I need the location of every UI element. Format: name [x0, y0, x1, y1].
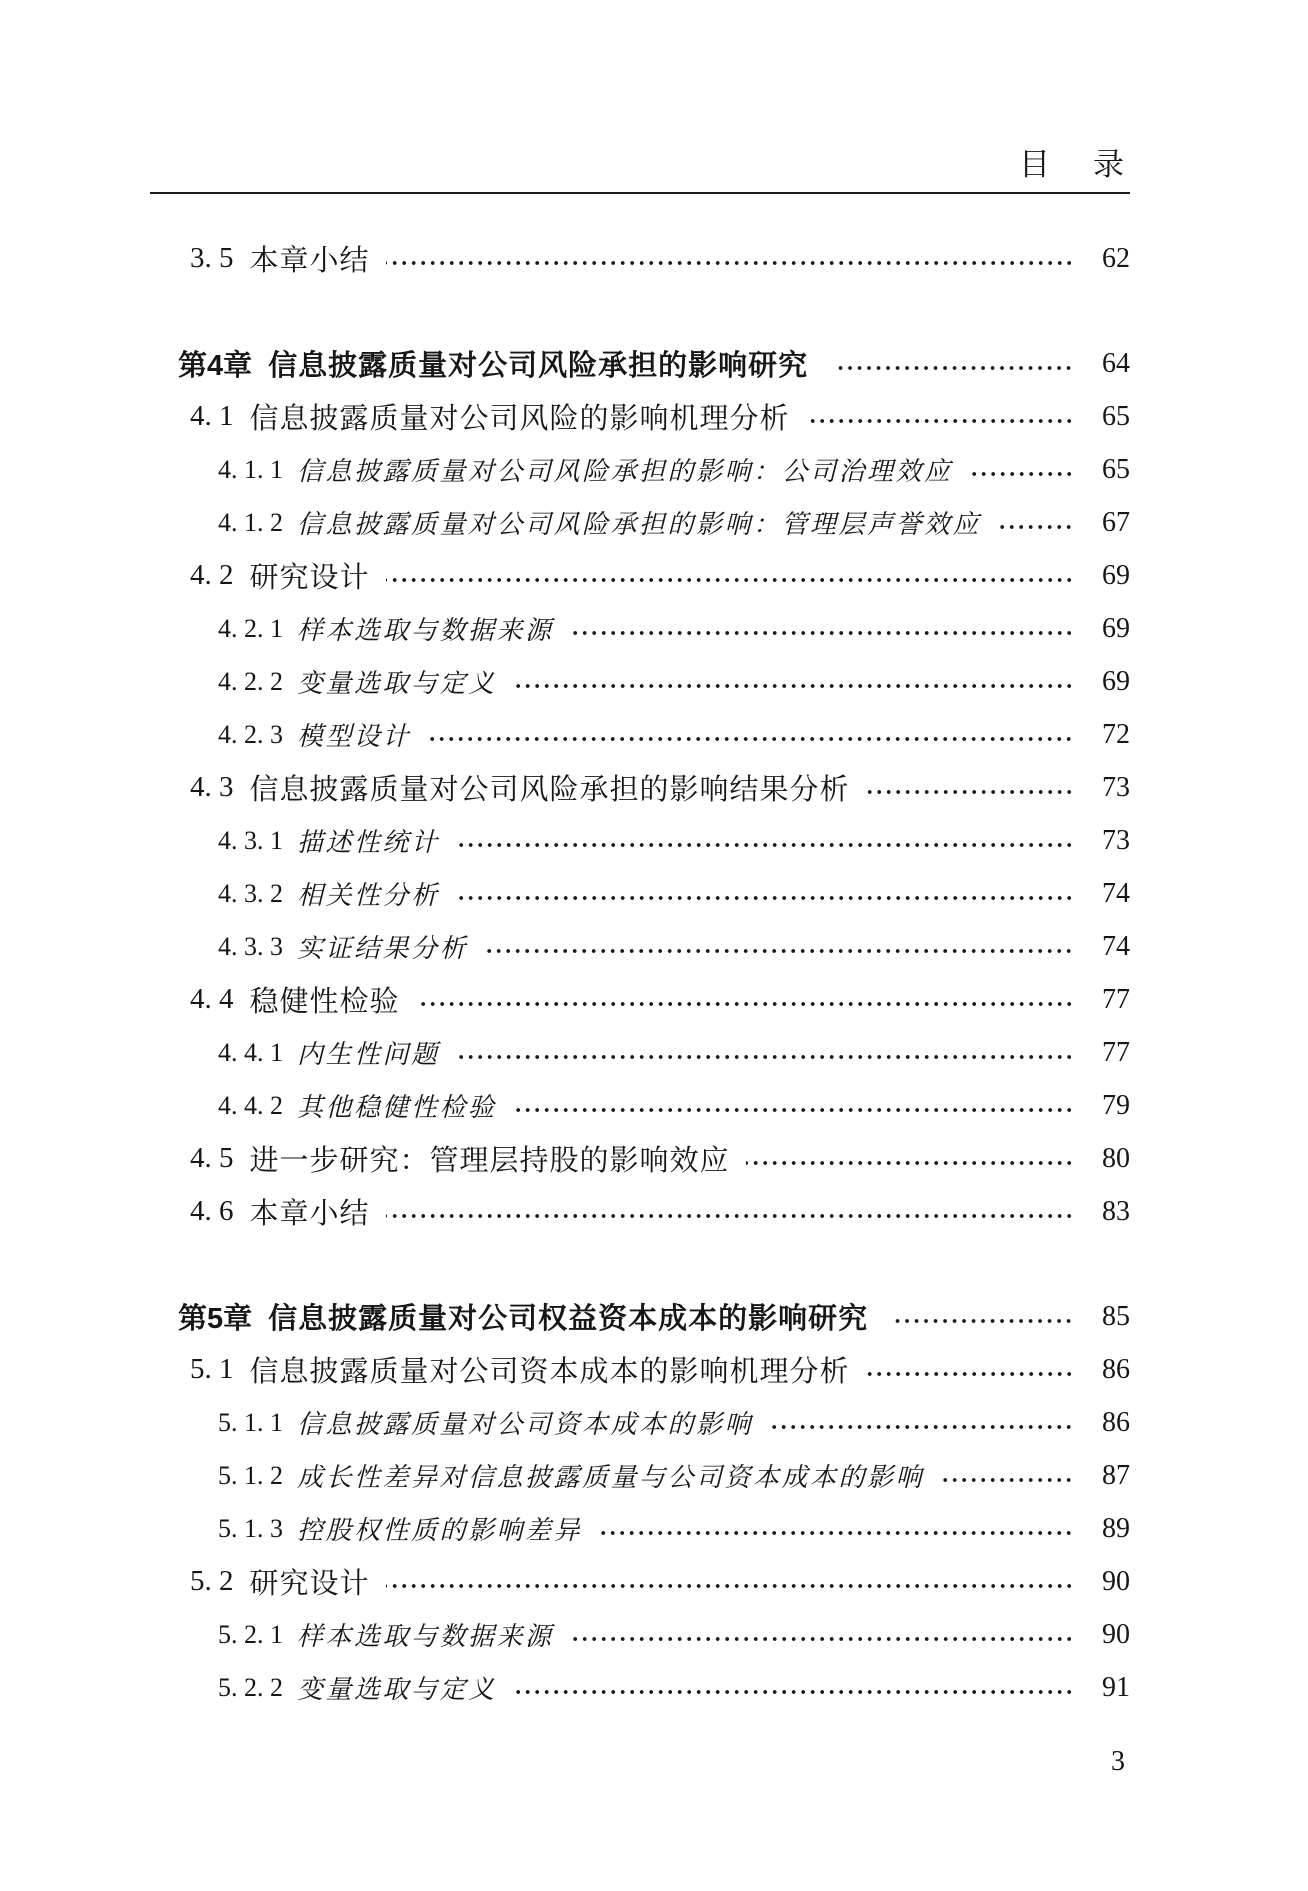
toc-entry-title: 本章小结 — [249, 245, 370, 277]
toc-entry — [150, 1290, 1130, 1343]
toc-entry — [150, 973, 1130, 1026]
dot-leader — [456, 1054, 1076, 1061]
dot-leader — [769, 1424, 1076, 1431]
page-number: 3 — [1111, 1746, 1125, 1777]
toc-entry — [150, 761, 1130, 814]
toc-entry — [150, 655, 1130, 708]
toc-entry-title: 信息披露质量对公司资本成本的影响 — [297, 1410, 754, 1439]
toc-entry — [150, 1449, 1130, 1502]
toc-entry-number: 5. 2. 2 — [218, 1672, 283, 1702]
toc-entry-page: 65 — [1102, 453, 1130, 485]
toc-entry-title: 内生性问题 — [297, 1040, 440, 1069]
toc-entry-page: 85 — [1102, 1300, 1130, 1332]
toc-entry — [150, 1185, 1130, 1238]
dot-leader — [513, 1689, 1076, 1696]
toc-entry — [150, 1608, 1130, 1661]
toc-entry-number: 4. 5 — [190, 1142, 234, 1174]
toc-entry-page: 86 — [1102, 1406, 1130, 1438]
toc-entry-title: 信息披露质量对公司风险承担的影响结果分析 — [249, 774, 850, 806]
toc-entry-page: 86 — [1102, 1353, 1130, 1385]
toc-entry-number: 4. 4. 1 — [218, 1037, 283, 1067]
toc-entry-number: 5. 1 — [190, 1353, 234, 1385]
table-of-contents — [150, 232, 1130, 1714]
dot-leader — [894, 1318, 1076, 1325]
dot-leader — [570, 1636, 1076, 1643]
toc-entry-title: 信息披露质量对公司风险承担的影响：公司治理效应 — [297, 457, 953, 486]
toc-entry-number: 4. 6 — [190, 1195, 234, 1227]
toc-entry-page: 77 — [1102, 983, 1130, 1015]
toc-entry-number: 3. 5 — [190, 242, 234, 274]
dot-leader — [427, 736, 1076, 743]
toc-entry-page: 87 — [1102, 1459, 1130, 1491]
toc-entry-title: 本章小结 — [249, 1198, 370, 1230]
toc-entry-page: 73 — [1102, 771, 1130, 803]
toc-entry-number: 4. 3. 1 — [218, 825, 283, 855]
dot-leader — [806, 418, 1076, 425]
toc-entry-title: 成长性差异对信息披露质量与公司资本成本的影响 — [297, 1463, 925, 1492]
toc-entry-page: 67 — [1102, 506, 1130, 538]
toc-entry-page: 64 — [1102, 347, 1130, 379]
page-title: 目 录 — [1019, 147, 1130, 182]
toc-entry-number: 5. 1. 3 — [218, 1513, 283, 1543]
toc-entry-title: 信息披露质量对公司权益资本成本的影响研究 — [268, 1303, 869, 1335]
toc-entry-title: 模型设计 — [297, 722, 412, 751]
toc-entry-title: 研究设计 — [249, 1568, 370, 1600]
toc-entry-title: 变量选取与定义 — [297, 669, 497, 698]
toc-entry-title: 变量选取与定义 — [297, 1675, 497, 1704]
dot-leader — [834, 365, 1076, 372]
toc-entry-number: 4. 4 — [190, 983, 234, 1015]
toc-entry-title: 样本选取与数据来源 — [297, 1622, 554, 1651]
dot-leader — [416, 1001, 1076, 1008]
toc-entry — [150, 1132, 1130, 1185]
toc-entry-title: 样本选取与数据来源 — [297, 616, 554, 645]
toc-entry-title: 实证结果分析 — [297, 934, 469, 963]
dot-leader — [484, 948, 1076, 955]
dot-leader — [570, 630, 1076, 637]
toc-entry — [150, 549, 1130, 602]
toc-entry-title: 信息披露质量对公司风险承担的影响研究 — [268, 350, 809, 382]
toc-entry-number: 5. 1. 2 — [218, 1460, 283, 1490]
toc-entry-title: 信息披露质量对公司风险的影响机理分析 — [249, 403, 790, 435]
toc-entry — [150, 867, 1130, 920]
toc-entry — [150, 1343, 1130, 1396]
dot-leader — [598, 1530, 1076, 1537]
toc-entry-page: 89 — [1102, 1512, 1130, 1544]
toc-entry-page: 79 — [1102, 1089, 1130, 1121]
dot-leader — [513, 1107, 1076, 1114]
dot-leader — [997, 524, 1076, 531]
toc-entry-page: 69 — [1102, 559, 1130, 591]
toc-entry — [150, 443, 1130, 496]
toc-entry — [150, 232, 1130, 285]
toc-entry — [150, 496, 1130, 549]
dot-leader — [386, 260, 1076, 267]
toc-entry-number: 4. 1. 2 — [218, 507, 283, 537]
toc-entry-number: 4. 3. 2 — [218, 878, 283, 908]
toc-entry-number: 4. 4. 2 — [218, 1090, 283, 1120]
toc-entry-number: 4. 2 — [190, 559, 234, 591]
toc-entry-number: 4. 1. 1 — [218, 454, 283, 484]
dot-leader — [513, 683, 1076, 690]
toc-entry-number: 4. 3. 3 — [218, 931, 283, 961]
toc-entry-number: 4. 3 — [190, 771, 234, 803]
toc-entry — [150, 1026, 1130, 1079]
toc-entry — [150, 1396, 1130, 1449]
toc-entry-title: 其他稳健性检验 — [297, 1093, 497, 1122]
toc-entry — [150, 1502, 1130, 1555]
toc-entry-page: 74 — [1102, 877, 1130, 909]
toc-entry-page: 77 — [1102, 1036, 1130, 1068]
toc-entry — [150, 337, 1130, 390]
toc-entry-page: 90 — [1102, 1565, 1130, 1597]
toc-entry — [150, 708, 1130, 761]
toc-entry-page: 90 — [1102, 1618, 1130, 1650]
header-rule — [150, 192, 1130, 194]
toc-entry-title: 研究设计 — [249, 562, 370, 594]
toc-entry-title: 稳健性检验 — [249, 986, 400, 1018]
toc-entry-page: 69 — [1102, 665, 1130, 697]
toc-entry — [150, 1555, 1130, 1608]
toc-entry-title: 信息披露质量对公司风险承担的影响：管理层声誉效应 — [297, 510, 982, 539]
toc-entry-page: 91 — [1102, 1671, 1130, 1703]
toc-entry-number: 4. 2. 3 — [218, 719, 283, 749]
dot-leader — [456, 842, 1076, 849]
page-header — [150, 0, 1130, 194]
dot-leader — [386, 577, 1076, 584]
toc-entry-number: 5. 2 — [190, 1565, 234, 1597]
toc-entry-page: 73 — [1102, 824, 1130, 856]
dot-leader — [969, 471, 1076, 478]
toc-entry-page: 80 — [1102, 1142, 1130, 1174]
toc-entry-title: 相关性分析 — [297, 881, 440, 910]
toc-entry — [150, 1079, 1130, 1132]
toc-entry-page: 69 — [1102, 612, 1130, 644]
dot-leader — [866, 1371, 1076, 1378]
toc-entry — [150, 1661, 1130, 1714]
toc-entry-page: 62 — [1102, 242, 1130, 274]
dot-leader — [866, 789, 1076, 796]
toc-entry — [150, 814, 1130, 867]
toc-entry-page: 65 — [1102, 400, 1130, 432]
dot-leader — [386, 1583, 1076, 1590]
toc-entry — [150, 390, 1130, 443]
toc-entry-number: 4. 2. 2 — [218, 666, 283, 696]
dot-leader — [940, 1477, 1076, 1484]
toc-entry — [150, 920, 1130, 973]
toc-entry-page: 72 — [1102, 718, 1130, 750]
dot-leader — [746, 1160, 1076, 1167]
toc-entry-number: 4. 1 — [190, 400, 234, 432]
dot-leader — [456, 895, 1076, 902]
toc-entry-title: 进一步研究：管理层持股的影响效应 — [249, 1145, 730, 1177]
toc-entry-page: 83 — [1102, 1195, 1130, 1227]
toc-entry-number: 第5章 — [178, 1303, 253, 1335]
dot-leader — [386, 1213, 1076, 1220]
toc-entry-number: 4. 2. 1 — [218, 613, 283, 643]
toc-entry — [150, 602, 1130, 655]
toc-entry-number: 5. 2. 1 — [218, 1619, 283, 1649]
toc-entry-title: 信息披露质量对公司资本成本的影响机理分析 — [249, 1356, 850, 1388]
toc-entry-title: 控股权性质的影响差异 — [297, 1516, 583, 1545]
toc-entry-number: 第4章 — [178, 350, 253, 382]
toc-entry-page: 74 — [1102, 930, 1130, 962]
toc-entry-number: 5. 1. 1 — [218, 1407, 283, 1437]
toc-entry-title: 描述性统计 — [297, 828, 440, 857]
